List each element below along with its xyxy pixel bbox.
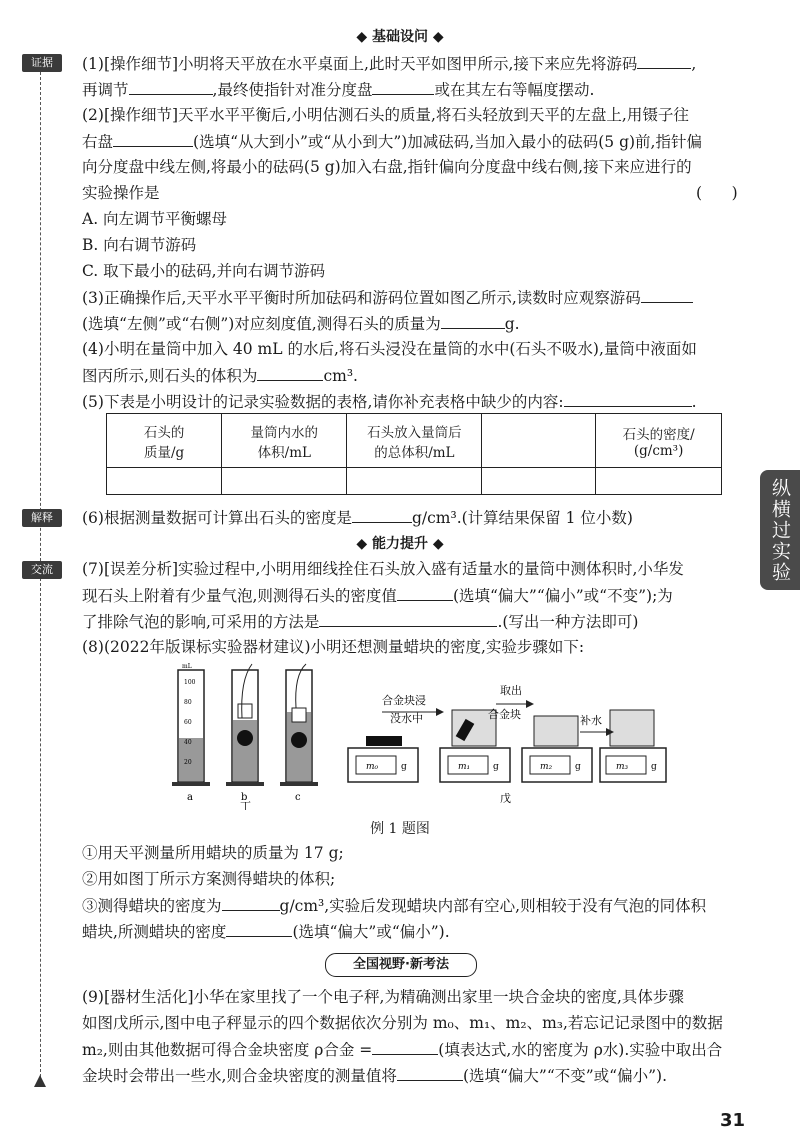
q9-line4: 金块时会带出一些水,则合金块密度的测量值将 (选填“偏大”“不变”或“偏小”). [82,1064,667,1087]
q1-line2: 再调节 ,最终使指针对准分度盘 或在其左右等幅度摆动. [82,78,594,101]
scale-unit: g [493,762,499,772]
q9-line3: m₂,则由其他数据可得合金块密度 ρ合金 = (填表达式,水的密度为 ρ水).实验中取出合 [82,1038,722,1061]
q1-line1: (1)[操作细节]小明将天平放在水平桌面上,此时天平如图甲所示,接下来应先将游码 , [82,52,696,75]
step-3: ③测得蜡块的密度为 g/cm³,实验后发现蜡块内部有空心,则相较于没有气泡的同体积 [82,894,706,917]
scale-unit: g [575,762,581,772]
arrow-2-label-a: 取出 [500,684,522,697]
figure-ding-wu [170,660,670,810]
page-number: 31 [720,1110,746,1131]
tick-label: 20 [184,759,192,766]
table-header-cell: 石头的密度/ (g/cm³) [596,414,722,468]
step-2: ②用如图丁所示方案测得蜡块的体积; [82,870,336,888]
table-header-cell: 量筒内水的 体积/mL [222,414,347,468]
scale-unit: g [401,762,407,772]
table-cell [107,468,222,495]
arrow-1-label-a: 合金块浸 [382,694,426,707]
table-cell [482,468,596,495]
q2-answer-paren: ( ) [696,184,738,202]
cylinder-a [172,670,210,786]
table-header-cell-blank [482,414,596,468]
q2-line2: 右盘 (选填“从大到小”或“从小到大”)加减砝码,当加入最小的砝码(5 g)前,指针偏 [82,130,702,153]
q7-line3: 了排除气泡的影响,可采用的方法是 .(写出一种方法即可) [82,610,638,633]
cylinder-c [280,664,318,786]
figure-label-wu: 戊 [500,792,511,805]
q2-line4: 实验操作是 [82,184,160,202]
cylinder-b [226,664,264,786]
scale-unit: g [651,762,657,772]
table-cell [347,468,482,495]
scale-3 [600,710,666,782]
cylinder-unit-label: mL [182,663,192,670]
q7-line1: (7)[误差分析]实验过程中,小明用细线拴住石头放入盛有适量水的量筒中测体积时,小华发 [82,560,684,578]
table-row [107,468,722,495]
margin-end-arrow [34,1075,46,1087]
cylinder-label-b: b [241,792,248,803]
table-header-row [107,414,722,468]
q2-line1: (2)[操作细节]天平水平平衡后,小明估测石头的质量,将石头轻放到天平的左盘上,用镊子往 [82,106,689,124]
step-1: ①用天平测量所用蜡块的质量为 17 g; [82,844,344,862]
arrow-1-label-b: 没水中 [390,712,423,725]
q8-line1: (8)(2022年版课标实验器材建议)小明还想测量蜡块的密度,实验步骤如下: [82,638,585,656]
q9-line2: 如图戊所示,图中电子秤显示的四个数据依次分别为 m₀、m₁、m₂、m₃,若忘记记录图中的数据 [82,1014,723,1032]
tag-evidence: 证据 [22,54,62,72]
table-cell [596,468,722,495]
cylinder-label-c: c [295,792,301,803]
q2-option-b: B. 向右调节游码 [82,236,197,254]
figure-label-ding: 丁 [240,800,251,810]
arrow-1-head [436,708,444,716]
q3-line1: (3)正确操作后,天平水平平衡时所加砝码和游码位置如图乙所示,读数时应观察游码 [82,286,693,309]
scale-0 [348,736,418,782]
q5-line1: (5)下表是小明设计的记录实验数据的表格,请你补充表格中缺少的内容: . [82,390,697,413]
scale-reading: m₃ [616,762,629,772]
q2-line3: 向分度盘中线左侧,将最小的砝码(5 g)加入右盘,指针偏向分度盘中线右侧,接下来应进行的 [82,158,692,176]
scale-reading: m₂ [540,762,553,772]
badge-national-view: 全国视野·新考法 [325,953,477,977]
tag-exchange: 交流 [22,561,62,579]
record-table [106,413,722,495]
q2-option-c: C. 取下最小的砝码,并向右调节游码 [82,262,326,280]
arrow-3-label: 补水 [580,714,602,727]
tick-label: 100 [184,679,196,686]
side-tab: 纵横过实验 [760,470,800,590]
table-header-cell: 石头的 质量/g [107,414,222,468]
arrow-2-label-b: 合金块 [488,708,521,721]
tag-explain: 解释 [22,509,62,527]
q7-line2: 现石头上附着有少量气泡,则测得石头的密度值 (选填“偏大”“偏小”或“不变”);为 [82,584,673,607]
arrow-2-head [526,700,534,708]
tick-label: 40 [184,739,192,746]
q9-line1: (9)[器材生活化]小华在家里找了一个电子秤,为精确测出家里一块合金块的密度,具体步骤 [82,988,684,1006]
section-title-basic: ◆ 基础设问 ◆ [356,29,444,45]
scale-reading: m₀ [366,762,379,772]
q3-line2: (选填“左侧”或“右侧”)对应刻度值,测得石头的质量为 g. [82,312,520,335]
table-header-cell: 石头放入量筒后 的总体积/mL [347,414,482,468]
table-cell [222,468,347,495]
scale-reading: m₁ [458,762,471,772]
q4-line2: 图丙所示,则石头的体积为 cm³. [82,364,358,387]
cylinder-label-a: a [187,792,193,803]
step-3-cont: 蜡块,所测蜡块的密度 (选填“偏大”或“偏小”). [82,920,450,943]
tick-label: 80 [184,699,192,706]
figure-caption: 例 1 题图 [370,821,430,837]
q2-option-a: A. 向左调节平衡螺母 [82,210,228,228]
section-title-ability: ◆ 能力提升 ◆ [356,536,444,552]
tick-label: 60 [184,719,192,726]
q4-line1: (4)小明在量筒中加入 40 mL 的水后,将石头浸没在量筒的水中(石头不吸水),量筒中液面如 [82,340,697,358]
q6-line: (6)根据测量数据可计算出石头的密度是 g/cm³.(计算结果保留 1 位小数) [82,506,633,529]
